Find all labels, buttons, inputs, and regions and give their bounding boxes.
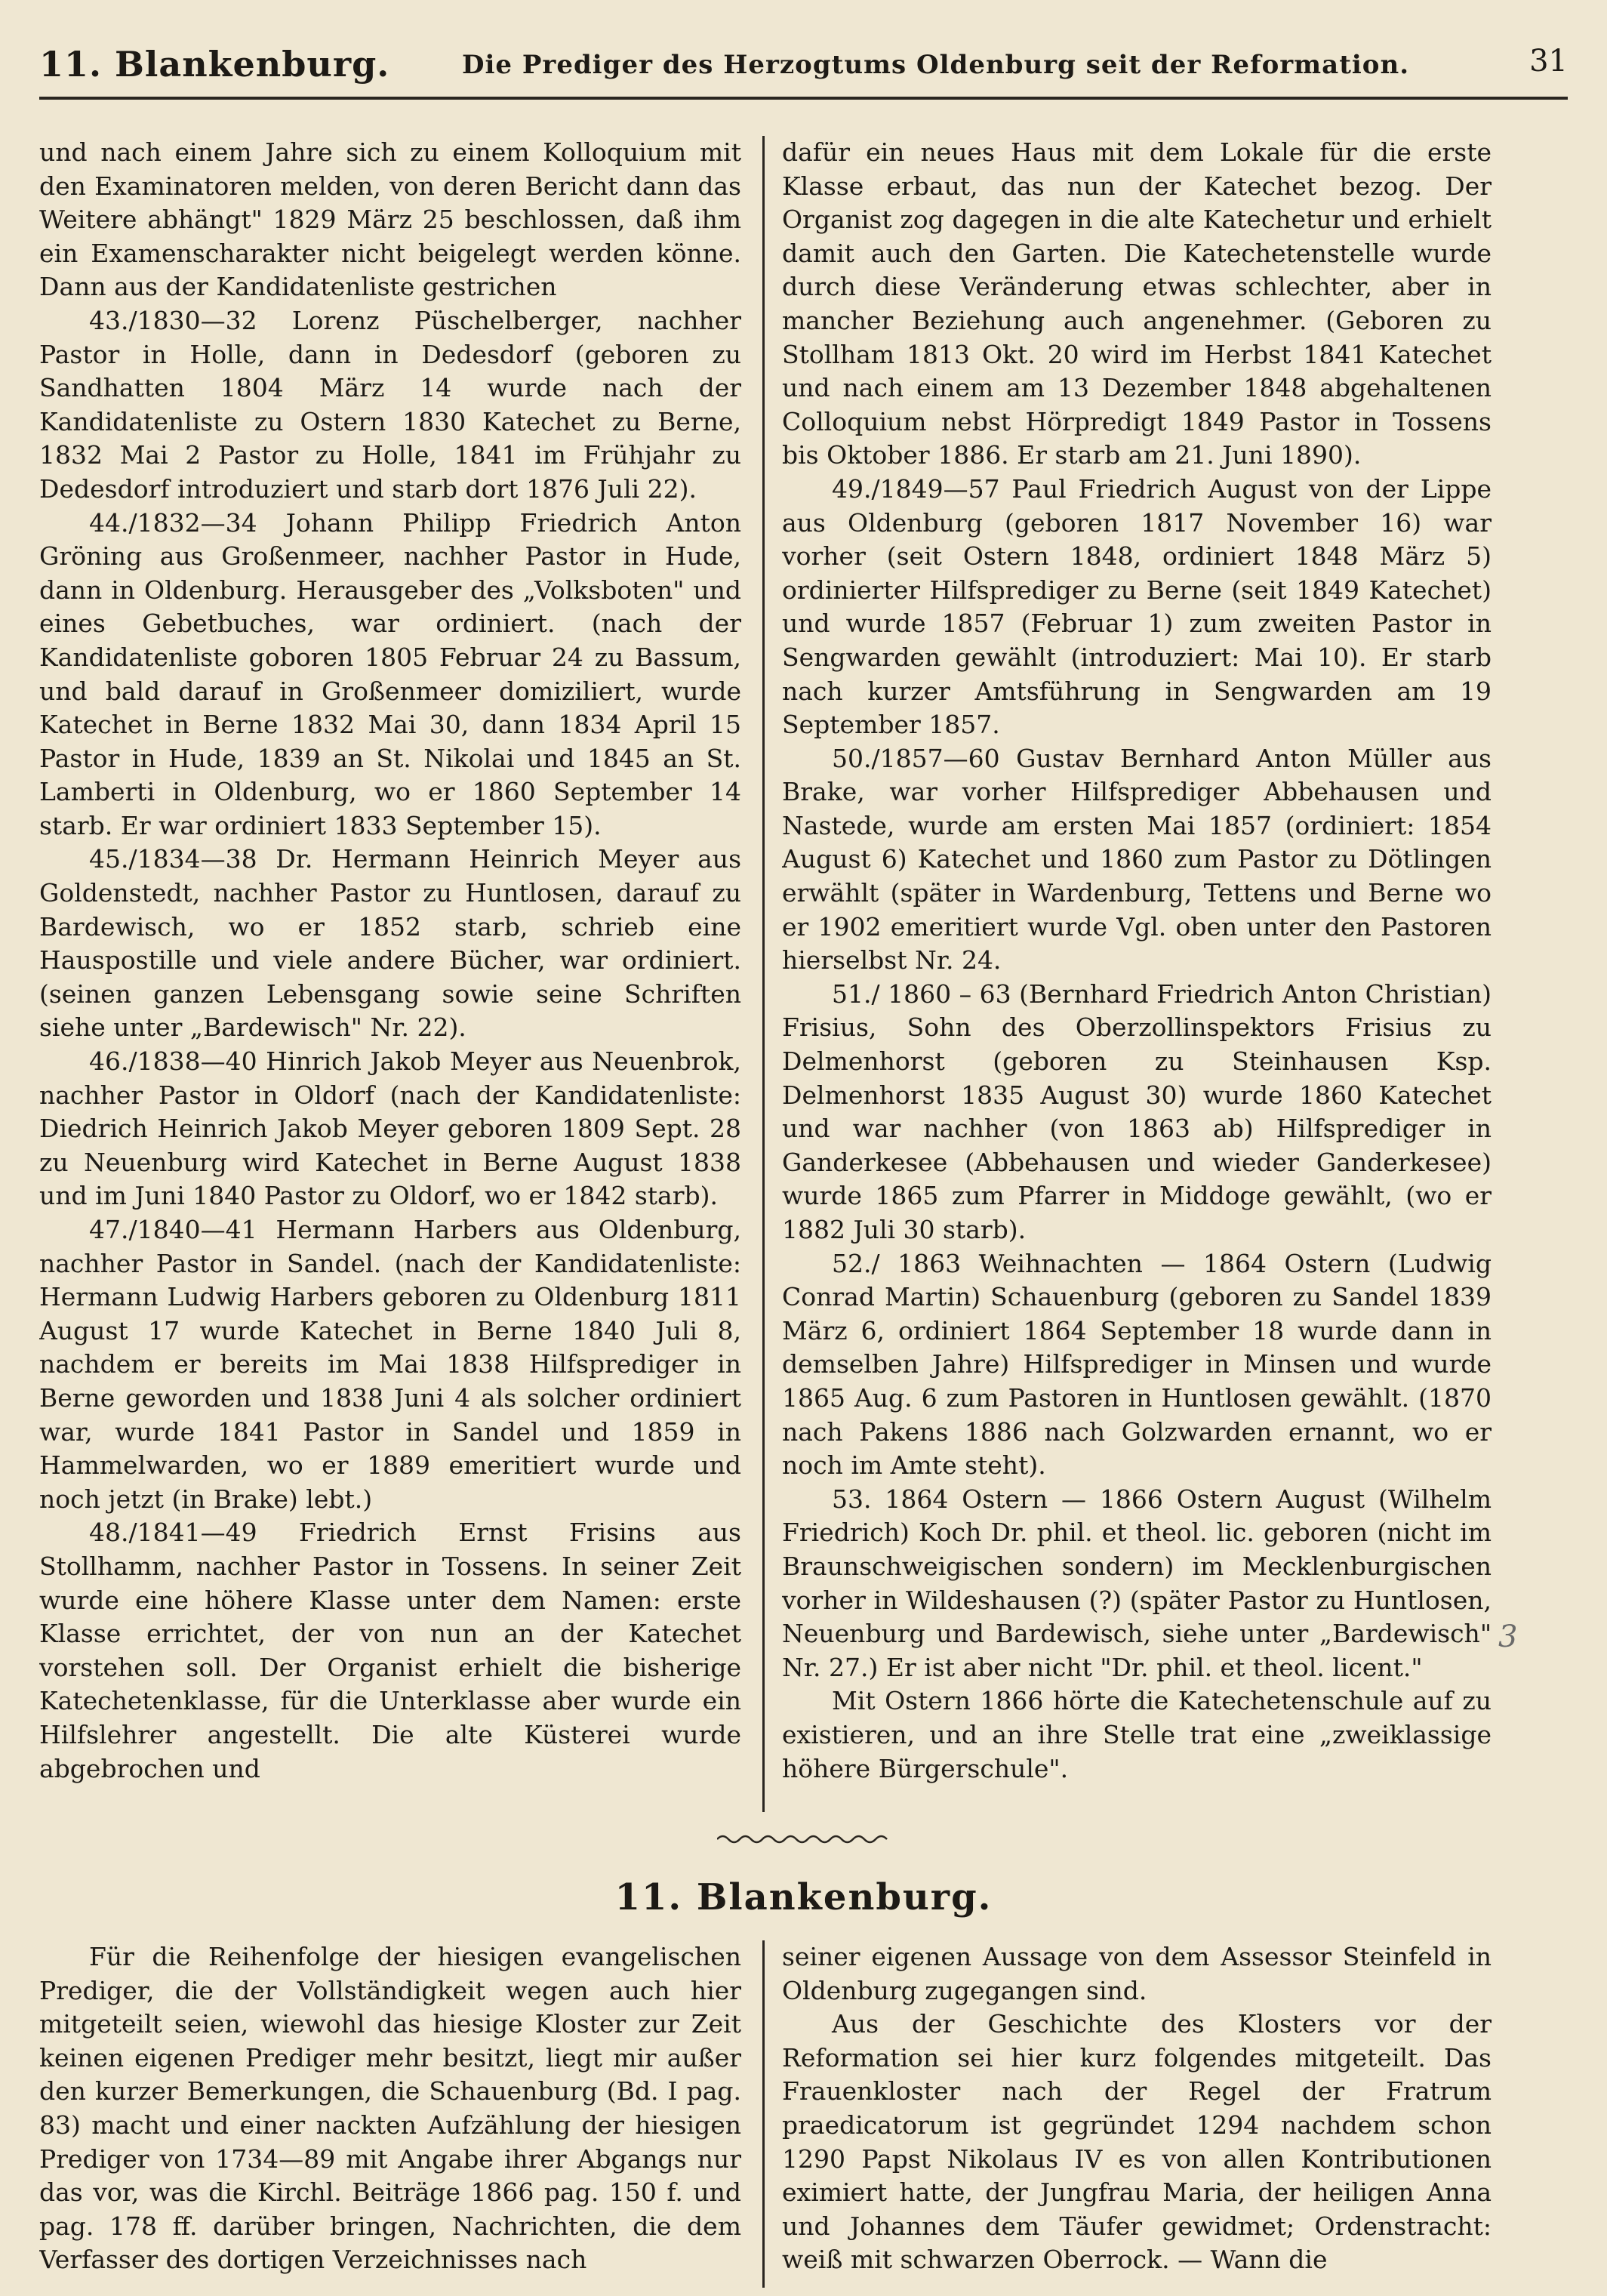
header-section-label: 11. Blankenburg. bbox=[39, 44, 390, 85]
continued-paragraph-right: dafür ein neues Haus mit dem Lokale für die erste Klasse erbaut, das nun der Katechet bezog. Der Organist zog dagegen in die alte Katechetur und erhielt damit auch den Garten. Die Katechetenstelle wurde durch diese Veränderung etwas schlechter, aber in mancher Beziehung auch angenehmer. (Geboren zu Stollham 1813 Okt. 20 wird im Herbst 1841 Katechet und nach einem am 13 Dezember 1848 abgehaltenen Colloquium nebst Hörpredigt 1849 Pastor in Tossens bis Oktober 1886. Er starb am 21. Juni 1890). bbox=[782, 137, 1492, 470]
entry-48: 48./1841—49 Friedrich Ernst Frisins aus Stollhamm, nachher Pastor in Tossens. In seiner Zeit wurde eine höhere Klasse unter dem Namen: erste Klasse errichtet, der von nun an der Katechet vorstehen soll. Der Organist erhielt die bisherige Katechetenklasse, für die Unterklasse aber wurde ein Hilfslehrer angestellt. Die alte Küsterei wurde abgebrochen und bbox=[39, 1518, 741, 1783]
bottom-left-column bbox=[39, 1940, 741, 2288]
entry-53: 53. 1864 Ostern — 1866 Ostern August (Wilhelm Friedrich) Koch Dr. phil. et theol. lic. geboren (nicht im Braunschweigischen sondern) im Mecklenburgischen vorher in Wildeshausen (?) (später Pastor zu Huntlosen, Neuenburg und Bardewisch, siehe unter „Bardewisch" Nr. 27.) Er ist aber nicht "Dr. phil. et theol. licent." bbox=[782, 1484, 1492, 1682]
entry-43: 43./1830—32 Lorenz Püschelberger, nachher Pastor in Holle, dann in Dedesdorf (geboren zu Sandhatten 1804 März 14 wurde nach der Kandidatenliste zu Ostern 1830 Katechet zu Berne, 1832 Mai 2 Pastor zu Holle, 1841 im Frühjahr zu Dedesdorf introduziert und starb dort 1876 Juli 22). bbox=[39, 305, 741, 504]
entry-51: 51./ 1860 – 63 (Bernhard Friedrich Anton Christian) Frisius, Sohn des Oberzollinspektors Frisius zu Delmenhorst (geboren zu Steinhausen Ksp. Delmenhorst 1835 August 30) wurde 1860 Katechet und war nachher (von 1863 ab) Hilfsprediger in Ganderkesee (Abbehausen und wieder Ganderkesee) wurde 1865 zum Pfarrer in Middoge gewählt, (wo er 1882 Juli 30 starb). bbox=[782, 978, 1492, 1244]
bottom-right-column bbox=[782, 1940, 1492, 2288]
ornamental-divider bbox=[717, 1832, 891, 1847]
section-intro-paragraph: Für die Reihenfolge der hiesigen evangelischen Prediger, die der Vollständigkeit wegen auch hier mitgeteilt seien, wiewohl das hiesige Kloster zur Zeit keinen eigenen Prediger mehr besitzt, liegt mir außer den kurzer Bemerkungen, die Schauenburg (Bd. I pag. 83) macht und einer nackten Aufzählung der hiesigen Prediger von 1734—89 mit Angabe ihrer Abgangs nur das vor, was die Kirchl. Beiträge 1866 pag. 150 f. und pag. 178 ff. darüber bringen, Nachrichten, die dem Verfasser des dortigen Verzeichnisses nach bbox=[39, 1942, 741, 2275]
entry-47: 47./1840—41 Hermann Harbers aus Oldenburg, nachher Pastor in Sandel. (nach der Kandidatenliste: Hermann Ludwig Harbers geboren zu Oldenburg 1811 August 17 wurde Katechet in Berne 1840 Juli 8, nachdem er bereits im Mai 1838 Hilfsprediger in Berne geworden und 1838 Juni 4 als solcher ordiniert war, wurde 1841 Pastor in Sandel und 1859 in Hammelwarden, wo er 1889 emeritiert wurde und noch jetzt (in Brake) lebt.) bbox=[39, 1215, 741, 1514]
closing-paragraph: Mit Ostern 1866 hörte die Katechetenschule auf zu existieren, und an ihre Stelle trat eine „zweiklassige höhere Bürgerschule". bbox=[782, 1686, 1492, 1783]
running-header bbox=[39, 44, 1568, 97]
header-book-title: Die Prediger des Herzogtums Oldenburg seit der Reformation. bbox=[462, 50, 1410, 80]
section-title: 11. Blankenburg. bbox=[614, 1876, 993, 1918]
top-left-column bbox=[39, 136, 741, 1820]
column-divider-top bbox=[762, 136, 765, 1812]
continued-paragraph: und nach einem Jahre sich zu einem Kolloquium mit den Examinatoren melden, von deren Bericht dann das Weitere abhängt" 1829 März 25 beschlossen, daß ihm ein Examenscharakter nicht beigelegt werden könne. Dann aus der Kandidatenliste gestrichen bbox=[39, 137, 741, 302]
entry-44: 44./1832—34 Johann Philipp Friedrich Anton Gröning aus Großenmeer, nachher Pastor in Hude, dann in Oldenburg. Herausgeber des „Volksboten" und eines Gebetbuches, war ordiniert. (nach der Kandidatenliste goboren 1805 Februar 24 zu Bassum, und bald darauf in Großenmeer domiziliert, wurde Katechet in Berne 1832 Mai 30, dann 1834 April 15 Pastor in Hude, 1839 an St. Nikolai und 1845 an St. Lamberti in Oldenburg, wo er 1860 September 14 starb. Er war ordiniert 1833 September 15). bbox=[39, 507, 741, 840]
pencil-annotation: 3 bbox=[1498, 1620, 1518, 1654]
entry-46: 46./1838—40 Hinrich Jakob Meyer aus Neuenbrok, nachher Pastor in Oldorf (nach der Kandidatenliste: Diedrich Heinrich Jakob Meyer geboren 1809 Sept. 28 zu Neuenburg wird Katechet in Berne August 1838 und im Juni 1840 Pastor zu Oldorf, wo er 1842 starb). bbox=[39, 1046, 741, 1211]
entry-50: 50./1857—60 Gustav Bernhard Anton Müller aus Brake, war vorher Hilfsprediger Abbehausen und Nastede, wurde am ersten Mai 1857 (ordiniert: 1854 August 6) Katechet und 1860 zum Pastor zu Dötlingen erwählt (später in Wardenburg, Tettens und Berne wo er 1902 emeritiert wurde Vgl. oben unter den Pastoren hierselbst Nr. 24. bbox=[782, 743, 1492, 975]
top-right-column bbox=[782, 136, 1492, 1820]
column-divider-bottom bbox=[762, 1940, 765, 2288]
header-rule bbox=[39, 97, 1568, 100]
entry-45: 45./1834—38 Dr. Hermann Heinrich Meyer aus Goldenstedt, nachher Pastor zu Huntlosen, darauf zu Bardewisch, wo er 1852 starb, schrieb eine Hauspostille und viele andere Bücher, war ordiniert. (seinen ganzen Lebensgang sowie seine Schriften siehe unter „Bardewisch" Nr. 22). bbox=[39, 844, 741, 1043]
entry-52: 52./ 1863 Weihnachten — 1864 Ostern (Ludwig Conrad Martin) Schauenburg (geboren zu Sandel 1839 März 6, ordiniert 1864 September 18 wurde dann in demselben Jahre) Hilfsprediger in Minsen und wurde 1865 Aug. 6 zum Pastoren in Huntlosen gewählt. (1870 nach Pakens 1886 nach Golzwarden ernannt, wo er noch im Amte steht). bbox=[782, 1248, 1492, 1481]
entry-49: 49./1849—57 Paul Friedrich August von der Lippe aus Oldenburg (geboren 1817 November 16) war vorher (seit Ostern 1848, ordiniert 1848 März 5) ordinierter Hilfsprediger zu Berne (seit 1849 Katechet) und wurde 1857 (Februar 1) zum zweiten Pastor in Sengwarden gewählt (introduziert: Mai 10). Er starb nach kurzer Amtsführung in Sengwarden am 19 September 1857. bbox=[782, 473, 1492, 740]
page-number: 31 bbox=[1529, 44, 1568, 79]
monastery-history-paragraph: Aus der Geschichte des Klosters vor der Reformation sei hier kurz folgendes mitgeteilt. Das Frauenkloster nach der Regel der Fratrum praedicatorum ist gegründet 1294 nachdem schon 1290 Papst Nikolaus IV es von allen Kontributionen eximiert hatte, der Jungfrau Maria, der heiligen Anna und Johannes dem Täufer gewidmet; Ordenstracht: weiß mit schwarzen Oberrock. — Wann die bbox=[782, 2009, 1492, 2275]
section-continued-paragraph: seiner eigenen Aussage von dem Assessor Steinfeld in Oldenburg zugegangen sind. bbox=[782, 1942, 1492, 2005]
